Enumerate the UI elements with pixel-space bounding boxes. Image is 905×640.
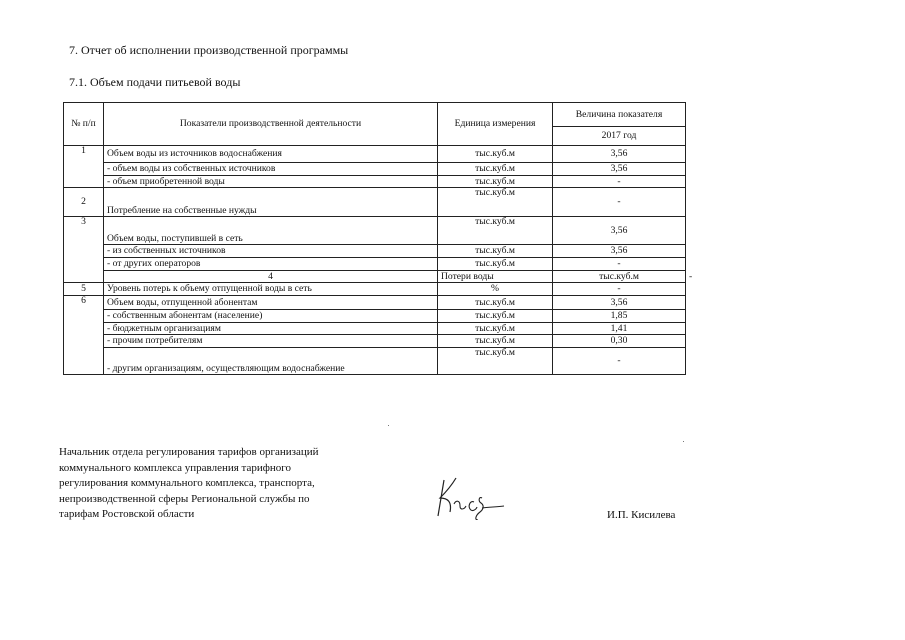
- value-cell: -: [553, 348, 686, 375]
- unit-cell: тыс.куб.м: [438, 310, 553, 323]
- value-cell: -: [553, 283, 686, 296]
- header-value-group: Величина показателя: [553, 103, 686, 127]
- table-row: 4 Потери воды тыс.куб.м -: [64, 271, 686, 283]
- value-cell: -: [553, 258, 686, 271]
- table-row: [64, 283, 686, 296]
- unit-cell: тыс.куб.м: [438, 188, 553, 217]
- table-row: [64, 163, 686, 176]
- value-cell: 1,85: [553, 310, 686, 323]
- table-row: [64, 258, 686, 271]
- unit-cell: тыс.куб.м: [438, 146, 553, 163]
- value-cell: 3,56: [553, 146, 686, 163]
- table-row: [64, 310, 686, 323]
- unit-cell: тыс.куб.м: [438, 323, 553, 335]
- value-cell: 1,41: [553, 323, 686, 335]
- table-row: [64, 188, 686, 217]
- row-number: 4: [104, 271, 438, 283]
- row-number: 6: [64, 296, 104, 375]
- unit-cell: %: [438, 283, 553, 296]
- value-cell: 0,30: [553, 335, 686, 348]
- subsection-title: 7.1. Объем подачи питьевой воды: [69, 75, 241, 89]
- row-number: 5: [64, 283, 104, 296]
- position-line: регулирования коммунального комплекса, транспорта,: [59, 477, 315, 489]
- indicator-name: - объем воды из собственных источников: [104, 163, 438, 176]
- report-table: [63, 102, 693, 375]
- table-row: [64, 245, 686, 258]
- unit-cell: тыс.куб.м: [438, 245, 553, 258]
- table-row: [64, 348, 686, 375]
- indicator-name: Объем воды, поступившей в сеть: [104, 217, 438, 245]
- table-row: [64, 296, 686, 310]
- header-year: 2017 год: [553, 127, 686, 146]
- signatory-name: И.П. Кисилева: [607, 509, 676, 521]
- scan-speck: [388, 425, 389, 426]
- indicator-name: Уровень потерь к объему отпущенной воды в сеть: [104, 283, 438, 296]
- header-row: [64, 103, 686, 127]
- unit-cell: тыс.куб.м: [438, 176, 553, 188]
- indicator-name: Потребление на собственные нужды: [104, 188, 438, 217]
- table-row: [64, 176, 686, 188]
- table-row: [64, 217, 686, 245]
- header-num: № п/п: [64, 103, 104, 146]
- handwritten-signature: [430, 474, 510, 520]
- value-cell: -: [553, 176, 686, 188]
- unit-cell: тыс.куб.м: [553, 271, 686, 283]
- indicator-name: Потери воды: [438, 271, 553, 283]
- value-cell: 3,56: [553, 245, 686, 258]
- indicator-name: - другим организациям, осуществляющим водоснабжение: [104, 348, 438, 375]
- position-line: тарифам Ростовской области: [59, 508, 195, 520]
- unit-cell: тыс.куб.м: [438, 335, 553, 348]
- unit-cell: тыс.куб.м: [438, 258, 553, 271]
- unit-cell: тыс.куб.м: [438, 163, 553, 176]
- value-cell: 3,56: [553, 163, 686, 176]
- scan-speck: [683, 441, 684, 442]
- table-row: [64, 146, 686, 163]
- indicator-name: - из собственных источников: [104, 245, 438, 258]
- section-title: 7. Отчет об исполнении производственной программы: [69, 43, 349, 57]
- value-cell: 3,56: [553, 217, 686, 245]
- signatory-position: [59, 445, 319, 523]
- unit-cell: тыс.куб.м: [438, 217, 553, 245]
- value-cell: -: [553, 188, 686, 217]
- indicator-name: - бюджетным организациям: [104, 323, 438, 335]
- row-number: 1: [64, 146, 104, 188]
- header-unit: Единица измерения: [438, 103, 553, 146]
- unit-cell: тыс.куб.м: [438, 348, 553, 375]
- row-number: 2: [64, 188, 104, 217]
- indicator-name: - прочим потребителям: [104, 335, 438, 348]
- indicator-name: Объем воды, отпущенной абонентам: [104, 296, 438, 310]
- position-line: непроизводственной сферы Региональной службы по: [59, 492, 310, 505]
- header-indicator: Показатели производственной деятельности: [104, 103, 438, 146]
- indicator-name: - объем приобретенной воды: [104, 176, 438, 188]
- unit-cell: тыс.куб.м: [438, 296, 553, 310]
- position-line: коммунального комплекса управления тарифного: [59, 461, 291, 474]
- indicator-name: - собственным абонентам (население): [104, 310, 438, 323]
- table-row: [64, 335, 686, 348]
- position-line: Начальник отдела регулирования тарифов организаций: [59, 446, 319, 458]
- indicator-name: - от других операторов: [104, 258, 438, 271]
- table-row: [64, 323, 686, 335]
- indicator-name: Объем воды из источников водоснабжения: [104, 146, 438, 163]
- value-cell: 3,56: [553, 296, 686, 310]
- row-number: 3: [64, 217, 104, 283]
